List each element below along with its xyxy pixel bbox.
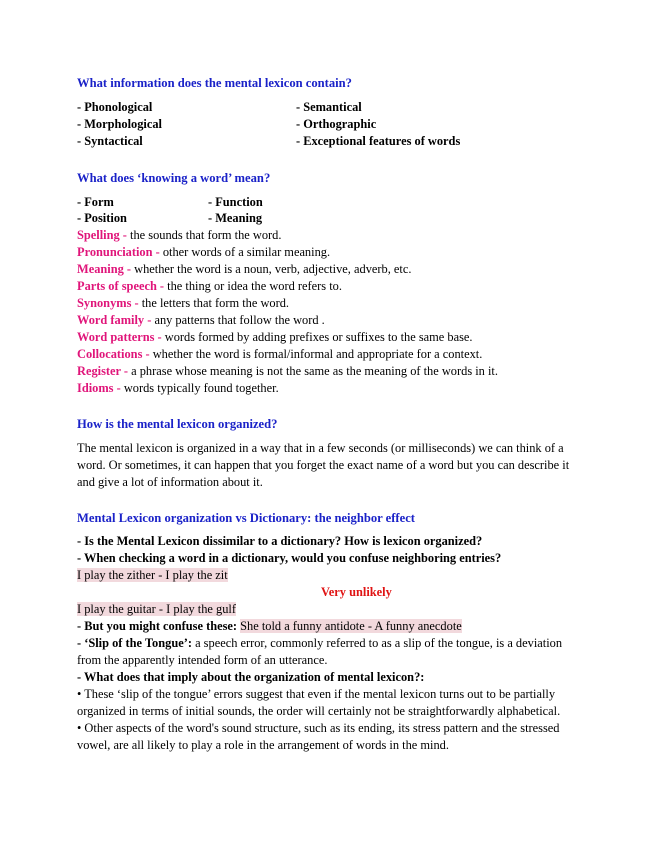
example-highlight: I play the guitar - I play the gulf xyxy=(77,602,236,616)
bullet-paragraph: • These ‘slip of the tongue’ errors suggest that even if the mental lexicon turns out to be partially organized in terms of initial sounds, the order will certainly not be straightforwardly alphabetical. xyxy=(77,687,561,718)
list-item: - Orthographic xyxy=(296,117,377,131)
list-item: - Phonological xyxy=(77,100,153,114)
term-label: Spelling - xyxy=(77,228,127,242)
term-label: Collocations - xyxy=(77,347,150,361)
term-definition: other words of a similar meaning. xyxy=(159,245,331,259)
term-definition: the sounds that form the word. xyxy=(126,228,282,242)
term-row xyxy=(77,278,342,295)
term-definition: words typically found together. xyxy=(120,381,279,395)
list-item: - Syntactical xyxy=(77,134,143,148)
example-row xyxy=(77,567,228,584)
term-row xyxy=(77,346,482,363)
term-row xyxy=(77,312,325,329)
question: - Is the Mental Lexicon dissimilar to a dictionary? How is lexicon organized? xyxy=(77,534,483,548)
term-label: Word family - xyxy=(77,313,152,327)
term-definition: words formed by adding prefixes or suffixes to the same base. xyxy=(161,330,473,344)
heading-organized: How is the mental lexicon organized? xyxy=(77,417,278,431)
list-item: - Position xyxy=(77,211,127,225)
term-definition: whether the word is a noun, verb, adjective, adverb, etc. xyxy=(131,262,412,276)
term-label: Register - xyxy=(77,364,129,378)
slip-definition: a speech error, commonly referred to as a slip of the tongue, is a deviation from the apparently intended form of an utterance. xyxy=(77,636,563,667)
term-row xyxy=(77,227,281,244)
list-item: - Meaning xyxy=(208,211,263,225)
bullet-paragraph: • Other aspects of the word's sound structure, such as its ending, its stress pattern and the stressed vowel, are all likely to play a role in the arrangement of words in the mind. xyxy=(77,721,560,752)
heading-knowing-word: What does ‘knowing a word’ mean? xyxy=(77,171,271,185)
term-row xyxy=(77,261,411,278)
term-label: Parts of speech - xyxy=(77,279,165,293)
confuse-row xyxy=(77,618,462,635)
heading-neighbor-effect: Mental Lexicon organization vs Dictionary: the neighbor effect xyxy=(77,511,415,525)
term-definition: the thing or idea the word refers to. xyxy=(164,279,342,293)
term-label: Synonyms - xyxy=(77,296,139,310)
term-row xyxy=(77,244,330,261)
heading-lexicon-info: What information does the mental lexicon contain? xyxy=(77,76,352,90)
list-item: - Semantical xyxy=(296,100,362,114)
example-highlight: I play the zither - I play the zit xyxy=(77,568,228,582)
term-definition: whether the word is formal/informal and appropriate for a context. xyxy=(149,347,483,361)
paragraph: The mental lexicon is organized in a way that in a few seconds (or milliseconds) we can think of a word. Or sometimes, it can happen that you forget the exact name of a word but you can describe it and give a lot of information about it. xyxy=(77,441,570,489)
term-definition: the letters that form the word. xyxy=(138,296,290,310)
slip-paragraph xyxy=(77,635,582,669)
term-label: Pronunciation - xyxy=(77,245,160,259)
example-highlight: She told a funny antidote - A funny anecdote xyxy=(240,619,462,633)
term-row xyxy=(77,380,279,397)
slip-lead: - ‘Slip of the Tongue’: xyxy=(77,636,192,650)
term-definition: any patterns that follow the word . xyxy=(151,313,325,327)
term-label: Meaning - xyxy=(77,262,132,276)
list-item: - Function xyxy=(208,195,263,209)
list-item: - Exceptional features of words xyxy=(296,134,461,148)
term-definition: a phrase whose meaning is not the same as the meaning of the words in it. xyxy=(128,364,498,378)
confuse-lead: - But you might confuse these: xyxy=(77,619,238,633)
term-label: Word patterns - xyxy=(77,330,162,344)
term-row xyxy=(77,295,289,312)
question: - When checking a word in a dictionary, would you confuse neighboring entries? xyxy=(77,551,502,565)
list-item: - Morphological xyxy=(77,117,163,131)
term-row xyxy=(77,329,473,346)
term-label: Idioms - xyxy=(77,381,121,395)
term-row xyxy=(77,363,498,380)
list-item: - Form xyxy=(77,195,114,209)
example-row xyxy=(77,601,236,618)
question: - What does that imply about the organization of mental lexicon?: xyxy=(77,670,425,684)
verdict-label: Very unlikely xyxy=(321,585,392,599)
